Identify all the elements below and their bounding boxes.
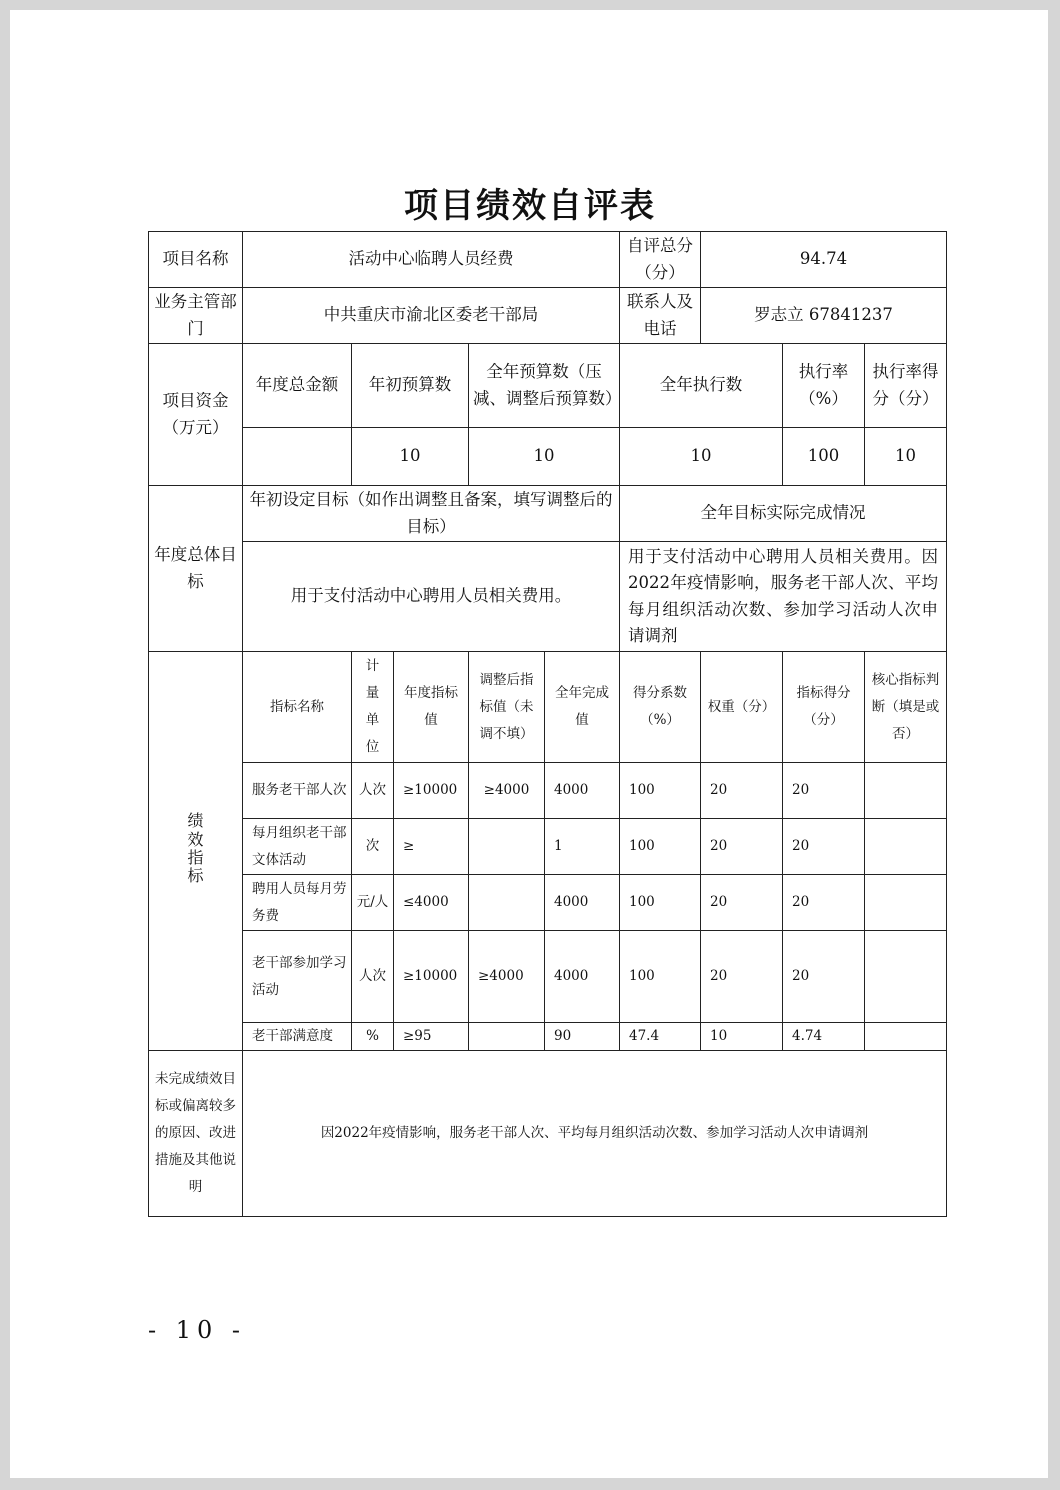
contact-value: 罗志立 67841237 xyxy=(701,288,947,344)
indicator-unit: 人次 xyxy=(352,931,394,1023)
indicator-annual-value: ≥10000 xyxy=(394,931,469,1023)
project-name-row xyxy=(149,232,947,288)
funds-header-executed: 全年执行数 xyxy=(620,344,783,428)
funds-adjusted-value: 10 xyxy=(469,428,620,486)
goal-header-row xyxy=(149,486,947,542)
indicator-name: 每月组织老干部文体活动 xyxy=(243,819,352,875)
indicator-score: 4.74 xyxy=(783,1023,865,1051)
indicator-name: 老干部满意度 xyxy=(243,1023,352,1051)
indicator-annual-value: ≥10000 xyxy=(394,763,469,819)
funds-rate-score-value: 10 xyxy=(865,428,947,486)
indicator-score: 20 xyxy=(783,931,865,1023)
indicator-header-annual: 年度指标值 xyxy=(394,652,469,763)
indicator-unit: 元/人 xyxy=(352,875,394,931)
indicator-header-coefficient: 得分系数（%） xyxy=(620,652,701,763)
indicator-adjusted-value: ≥4000 xyxy=(469,931,545,1023)
indicator-row xyxy=(149,931,947,1023)
indicator-header-core: 核心指标判断（填是或否） xyxy=(865,652,947,763)
indicator-coefficient: 100 xyxy=(620,819,701,875)
indicator-adjusted-value: ≥4000 xyxy=(469,763,545,819)
reason-label: 未完成绩效目标或偏离较多的原因、改进措施及其他说明 xyxy=(149,1051,243,1217)
indicator-coefficient: 100 xyxy=(620,763,701,819)
department-value: 中共重庆市渝北区委老干部局 xyxy=(243,288,620,344)
indicator-weight: 20 xyxy=(701,875,783,931)
funds-header-total: 年度总金额 xyxy=(243,344,352,428)
funds-header-row xyxy=(149,344,947,428)
self-score-value: 94.74 xyxy=(701,232,947,288)
funds-value-row xyxy=(149,428,947,486)
indicator-row xyxy=(149,819,947,875)
goal-actual-header: 全年目标实际完成情况 xyxy=(620,486,947,542)
indicator-unit: 人次 xyxy=(352,763,394,819)
funds-header-initial: 年初预算数 xyxy=(352,344,469,428)
annual-goal-label: 年度总体目标 xyxy=(149,486,243,652)
funds-header-rate-score: 执行率得分（分） xyxy=(865,344,947,428)
indicator-coefficient: 100 xyxy=(620,875,701,931)
indicator-row xyxy=(149,1023,947,1051)
indicator-core xyxy=(865,931,947,1023)
indicator-name: 聘用人员每月劳务费 xyxy=(243,875,352,931)
indicator-core xyxy=(865,819,947,875)
evaluation-table xyxy=(148,231,947,1217)
indicator-score: 20 xyxy=(783,875,865,931)
project-name-label: 项目名称 xyxy=(149,232,243,288)
indicator-completed-value: 4000 xyxy=(545,931,620,1023)
indicator-adjusted-value xyxy=(469,875,545,931)
indicator-weight: 10 xyxy=(701,1023,783,1051)
indicator-weight: 20 xyxy=(701,819,783,875)
funds-label: 项目资金（万元） xyxy=(149,344,243,486)
goal-set-header: 年初设定目标（如作出调整且备案，填写调整后的目标） xyxy=(243,486,620,542)
goal-content-row xyxy=(149,542,947,652)
indicator-header-unit-text: 计量单位 xyxy=(365,658,380,755)
indicator-name: 老干部参加学习活动 xyxy=(243,931,352,1023)
indicator-completed-value: 4000 xyxy=(545,763,620,819)
indicator-core xyxy=(865,763,947,819)
funds-total-value xyxy=(243,428,352,486)
indicator-weight: 20 xyxy=(701,763,783,819)
indicator-row xyxy=(149,763,947,819)
indicator-annual-value: ≥95 xyxy=(394,1023,469,1051)
indicator-core xyxy=(865,1023,947,1051)
indicator-completed-value: 90 xyxy=(545,1023,620,1051)
indicator-core xyxy=(865,875,947,931)
indicator-adjusted-value xyxy=(469,819,545,875)
indicator-header-score: 指标得分（分） xyxy=(783,652,865,763)
indicator-header-unit xyxy=(352,652,394,763)
department-row xyxy=(149,288,947,344)
funds-executed-value: 10 xyxy=(620,428,783,486)
indicator-annual-value: ≤4000 xyxy=(394,875,469,931)
indicator-row xyxy=(149,875,947,931)
goal-set-text: 用于支付活动中心聘用人员相关费用。 xyxy=(243,542,620,652)
indicator-weight: 20 xyxy=(701,931,783,1023)
indicator-unit: % xyxy=(352,1023,394,1051)
self-score-label: 自评总分（分） xyxy=(620,232,701,288)
indicator-header-row xyxy=(149,652,947,763)
indicator-unit: 次 xyxy=(352,819,394,875)
page-number: - 10 - xyxy=(148,1316,247,1344)
funds-rate-value: 100 xyxy=(783,428,865,486)
reason-row xyxy=(149,1051,947,1217)
project-name-value: 活动中心临聘人员经费 xyxy=(243,232,620,288)
reason-text: 因2022年疫情影响，服务老干部人次、平均每月组织活动次数、参加学习活动人次申请调剂 xyxy=(243,1051,947,1217)
indicator-header-adjusted: 调整后指标值（未调不填） xyxy=(469,652,545,763)
indicator-coefficient: 47.4 xyxy=(620,1023,701,1051)
indicator-completed-value: 4000 xyxy=(545,875,620,931)
indicator-completed-value: 1 xyxy=(545,819,620,875)
indicator-header-name: 指标名称 xyxy=(243,652,352,763)
indicator-header-weight: 权重（分） xyxy=(701,652,783,763)
funds-initial-value: 10 xyxy=(352,428,469,486)
goal-actual-text: 用于支付活动中心聘用人员相关费用。因2022年疫情影响，服务老干部人次、平均每月组织活动次数、参加学习活动人次申请调剂 xyxy=(620,542,947,652)
indicator-score: 20 xyxy=(783,819,865,875)
indicator-name: 服务老干部人次 xyxy=(243,763,352,819)
indicator-header-completed: 全年完成值 xyxy=(545,652,620,763)
funds-header-rate: 执行率（%） xyxy=(783,344,865,428)
department-label: 业务主管部门 xyxy=(149,288,243,344)
performance-indicator-label xyxy=(149,652,243,1051)
performance-indicator-label-text: 绩效指标 xyxy=(187,811,204,886)
contact-label: 联系人及电话 xyxy=(620,288,701,344)
indicator-annual-value: ≥ xyxy=(394,819,469,875)
indicator-score: 20 xyxy=(783,763,865,819)
document-title: 项目绩效自评表 xyxy=(404,186,656,226)
indicator-coefficient: 100 xyxy=(620,931,701,1023)
funds-header-adjusted: 全年预算数（压减、调整后预算数） xyxy=(469,344,620,428)
indicator-adjusted-value xyxy=(469,1023,545,1051)
